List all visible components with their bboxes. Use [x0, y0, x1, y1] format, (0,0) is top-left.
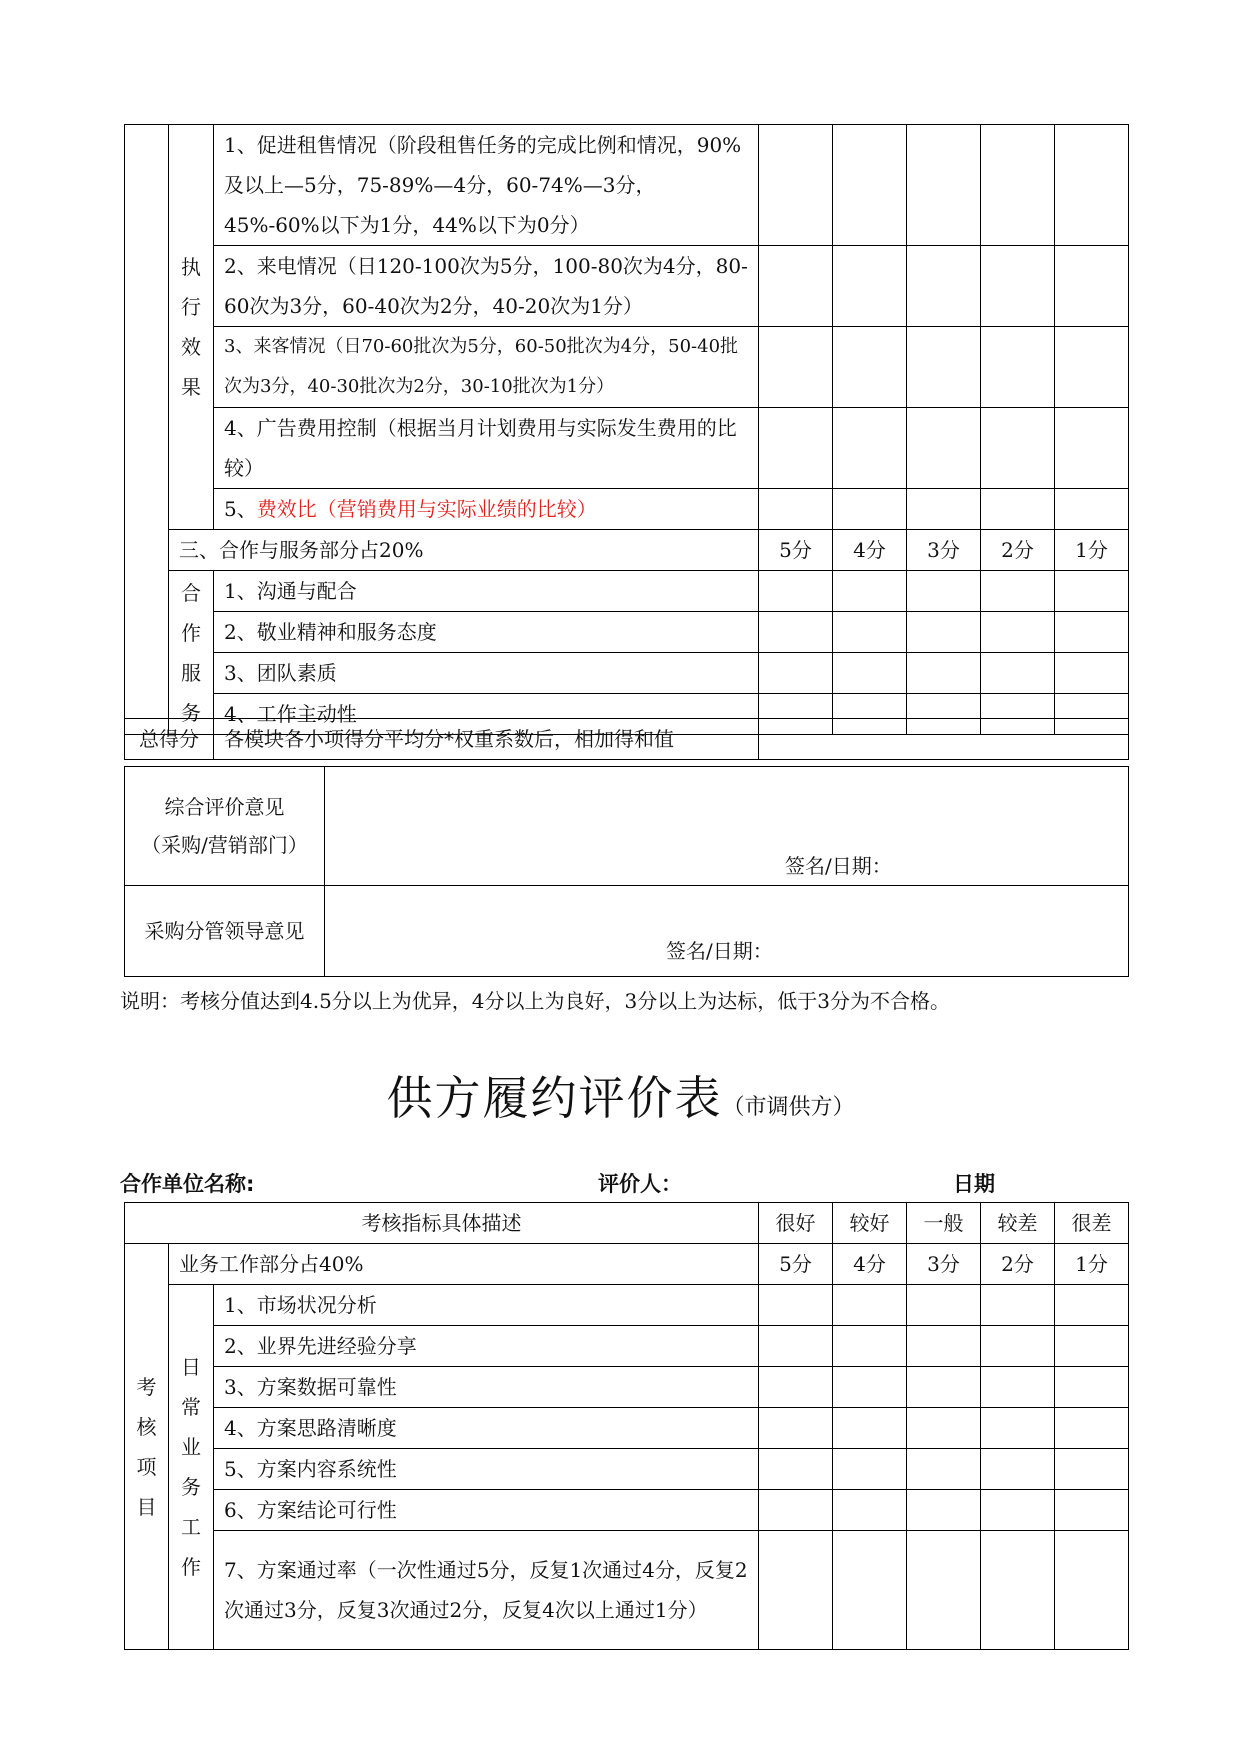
score-cell[interactable] — [833, 327, 907, 408]
score-header: 3分 — [907, 530, 981, 571]
score-cell[interactable] — [907, 489, 981, 530]
score-cell[interactable] — [981, 408, 1055, 489]
criterion-text: 3、团队素质 — [214, 653, 759, 694]
outer-label-assessment: 考核项目 — [125, 1244, 169, 1650]
group-label-execution: 执行效果 — [169, 125, 214, 530]
score-cell[interactable] — [1055, 1408, 1129, 1449]
criterion-text-cost-efficiency: 5、费效比（营销费用与实际业绩的比较） — [214, 489, 759, 530]
score-cell[interactable] — [833, 1490, 907, 1531]
criterion-text: 1、市场状况分析 — [214, 1285, 759, 1326]
score-header: 1分 — [1055, 1244, 1129, 1285]
score-cell[interactable] — [833, 489, 907, 530]
total-value-cell[interactable] — [759, 719, 1129, 760]
score-cell[interactable] — [981, 1285, 1055, 1326]
header-desc: 考核指标具体描述 — [125, 1203, 759, 1244]
score-cell[interactable] — [833, 1408, 907, 1449]
total-label: 总得分 — [125, 719, 214, 760]
score-cell[interactable] — [981, 1367, 1055, 1408]
form-title: 供方履约评价表（市调供方） — [386, 1071, 855, 1125]
supplier-evaluation-table — [124, 1202, 1129, 1650]
score-cell[interactable] — [833, 1285, 907, 1326]
score-cell[interactable] — [759, 1326, 833, 1367]
opinion-label-leader: 采购分管领导意见 — [125, 886, 325, 977]
score-cell[interactable] — [759, 1490, 833, 1531]
rating-header: 较好 — [833, 1203, 907, 1244]
score-header: 4分 — [833, 530, 907, 571]
score-cell[interactable] — [1055, 246, 1129, 327]
score-cell[interactable] — [759, 1449, 833, 1490]
criterion-text: 1、沟通与配合 — [214, 571, 759, 612]
opinion-table — [124, 766, 1129, 977]
score-cell[interactable] — [907, 571, 981, 612]
criterion-text: 3、来客情况（日70-60批次为5分，60-50批次为4分，50-40批次为3分，40-30批次为2分，30-10批次为1分） — [214, 327, 759, 408]
score-cell[interactable] — [907, 1531, 981, 1650]
evaluator-label: 评价人： — [598, 1172, 682, 1196]
total-text: 各模块各小项得分平均分*权重系数后，相加得和值 — [214, 719, 759, 760]
criterion-text: 1、促进租售情况（阶段租售任务的完成比例和情况，90%及以上—5分，75-89%—4分，60-74%—3分，45%-60%以下为1分，44%以下为0分） — [214, 125, 759, 246]
score-header: 2分 — [981, 530, 1055, 571]
score-cell[interactable] — [759, 571, 833, 612]
score-cell[interactable] — [981, 125, 1055, 246]
score-cell[interactable] — [907, 1490, 981, 1531]
score-cell[interactable] — [907, 653, 981, 694]
score-cell[interactable] — [833, 571, 907, 612]
signature-date-label: 签名/日期： — [785, 854, 892, 878]
score-cell[interactable] — [1055, 1531, 1129, 1650]
score-cell[interactable] — [981, 246, 1055, 327]
score-cell[interactable] — [1055, 612, 1129, 653]
criterion-text: 5、方案内容系统性 — [214, 1449, 759, 1490]
scoring-note: 说明：考核分值达到4.5分以上为优异，4分以上为良好，3分以上为达标，低于3分为不合格。 — [120, 989, 950, 1013]
score-cell[interactable] — [981, 1408, 1055, 1449]
total-score-table — [124, 718, 1129, 760]
rating-header: 很好 — [759, 1203, 833, 1244]
score-header: 4分 — [833, 1244, 907, 1285]
opinion-input-procurement[interactable] — [325, 767, 1129, 886]
score-cell[interactable] — [907, 1326, 981, 1367]
score-cell[interactable] — [1055, 1490, 1129, 1531]
score-cell[interactable] — [981, 327, 1055, 408]
score-cell[interactable] — [981, 1326, 1055, 1367]
date-label: 日期 — [953, 1172, 995, 1196]
score-cell[interactable] — [1055, 1367, 1129, 1408]
score-cell[interactable] — [833, 125, 907, 246]
score-cell[interactable] — [981, 612, 1055, 653]
criterion-text: 4、广告费用控制（根据当月计划费用与实际发生费用的比较） — [214, 408, 759, 489]
score-cell[interactable] — [759, 1408, 833, 1449]
rating-header: 很差 — [1055, 1203, 1129, 1244]
partner-label: 合作单位名称: — [120, 1172, 255, 1196]
section-heading: 三、合作与服务部分占20% — [169, 530, 759, 571]
score-cell[interactable] — [833, 1531, 907, 1650]
score-cell[interactable] — [907, 1408, 981, 1449]
score-header: 5分 — [759, 1244, 833, 1285]
criterion-text: 2、敬业精神和服务态度 — [214, 612, 759, 653]
score-cell[interactable] — [1055, 489, 1129, 530]
score-cell[interactable] — [759, 653, 833, 694]
score-cell[interactable] — [759, 1367, 833, 1408]
score-cell[interactable] — [907, 1367, 981, 1408]
score-cell[interactable] — [907, 408, 981, 489]
criterion-text: 2、业界先进经验分享 — [214, 1326, 759, 1367]
score-cell[interactable] — [833, 653, 907, 694]
score-cell[interactable] — [833, 1449, 907, 1490]
criterion-text: 4、工作主动性 — [214, 694, 759, 735]
score-cell[interactable] — [759, 612, 833, 653]
score-cell[interactable] — [1055, 1326, 1129, 1367]
outer-label-cell — [125, 125, 169, 735]
score-cell[interactable] — [833, 612, 907, 653]
score-cell[interactable] — [759, 125, 833, 246]
score-cell[interactable] — [981, 489, 1055, 530]
score-cell[interactable] — [1055, 571, 1129, 612]
signature-date-label: 签名/日期： — [666, 939, 773, 963]
score-cell[interactable] — [907, 246, 981, 327]
score-cell[interactable] — [1055, 1449, 1129, 1490]
score-cell[interactable] — [907, 125, 981, 246]
criterion-text: 2、来电情况（日120-100次为5分，100-80次为4分，80-60次为3分，60-40次为2分，40-20次为1分） — [214, 246, 759, 327]
group-label-cooperation: 合作服务 — [169, 571, 214, 735]
score-cell[interactable] — [981, 1490, 1055, 1531]
score-cell[interactable] — [981, 1449, 1055, 1490]
score-cell[interactable] — [907, 1449, 981, 1490]
rating-header: 一般 — [907, 1203, 981, 1244]
score-cell[interactable] — [759, 489, 833, 530]
score-cell[interactable] — [833, 246, 907, 327]
score-cell[interactable] — [981, 571, 1055, 612]
score-cell[interactable] — [1055, 125, 1129, 246]
highlighted-text: 费效比（营销费用与实际业绩的比较） — [256, 497, 597, 521]
score-cell[interactable] — [1055, 1285, 1129, 1326]
criterion-text: 3、方案数据可靠性 — [214, 1367, 759, 1408]
group-label-daily-work: 日常业务工作 — [169, 1285, 214, 1650]
score-cell[interactable] — [759, 1531, 833, 1650]
score-header: 5分 — [759, 530, 833, 571]
score-header: 1分 — [1055, 530, 1129, 571]
score-cell[interactable] — [833, 408, 907, 489]
rating-header: 较差 — [981, 1203, 1055, 1244]
score-cell[interactable] — [907, 612, 981, 653]
score-cell[interactable] — [981, 653, 1055, 694]
section-heading: 业务工作部分占40% — [169, 1244, 759, 1285]
score-cell[interactable] — [759, 246, 833, 327]
score-cell[interactable] — [1055, 408, 1129, 489]
evaluation-table-continued — [124, 124, 1129, 735]
score-cell[interactable] — [1055, 653, 1129, 694]
score-cell[interactable] — [907, 327, 981, 408]
score-cell[interactable] — [907, 1285, 981, 1326]
criterion-text: 6、方案结论可行性 — [214, 1490, 759, 1531]
criterion-text: 4、方案思路清晰度 — [214, 1408, 759, 1449]
score-cell[interactable] — [759, 408, 833, 489]
criterion-text: 7、方案通过率（一次性通过5分，反复1次通过4分，反复2次通过3分，反复3次通过2分，反复4次以上通过1分） — [214, 1531, 759, 1650]
score-cell[interactable] — [759, 1285, 833, 1326]
score-header: 3分 — [907, 1244, 981, 1285]
score-cell[interactable] — [1055, 327, 1129, 408]
score-cell[interactable] — [833, 1367, 907, 1408]
score-cell[interactable] — [759, 327, 833, 408]
score-cell[interactable] — [981, 1531, 1055, 1650]
opinion-label-procurement: 综合评价意见 （采购/营销部门） — [125, 767, 325, 886]
score-header: 2分 — [981, 1244, 1055, 1285]
score-cell[interactable] — [833, 1326, 907, 1367]
